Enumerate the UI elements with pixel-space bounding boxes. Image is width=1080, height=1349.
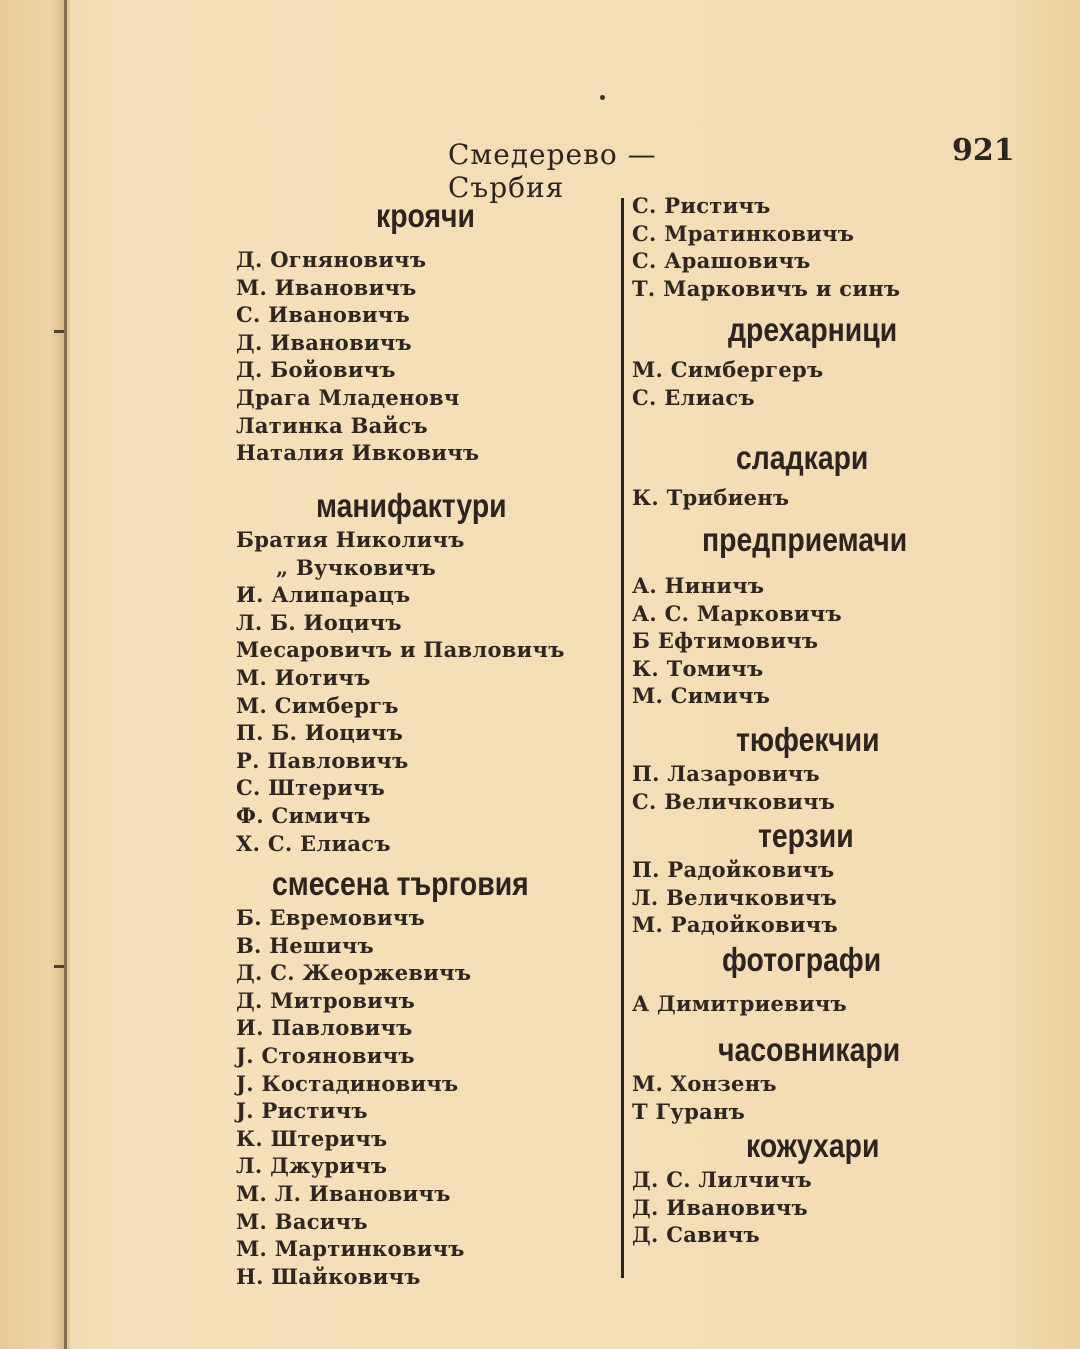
list-entry: Д. Ивановичъ xyxy=(632,1194,808,1220)
list-entry: Х. С. Елиасъ xyxy=(236,830,391,856)
list-entry: М. Хонзенъ xyxy=(632,1071,777,1096)
section-heading: фотографи xyxy=(722,941,882,978)
list-entry: И. Павловичъ xyxy=(236,1015,413,1041)
list-entry: Л. Величковичъ xyxy=(632,884,838,910)
section-kroyachi xyxy=(236,196,596,486)
ink-speck xyxy=(600,95,605,100)
list-entry: К. Штеричъ xyxy=(236,1125,388,1151)
list-entry: Д. Ивановичъ xyxy=(236,329,412,355)
list-entry: А. Ниничъ xyxy=(632,573,765,598)
list-entry: М. Иотичъ xyxy=(236,664,371,690)
right-column xyxy=(632,192,962,1249)
list-entry: В. Нешичъ xyxy=(236,932,374,958)
list-entry: Л. Б. Иоцичъ xyxy=(236,609,402,635)
column-divider xyxy=(621,198,624,1278)
list-entry: П. Лазаровичъ xyxy=(632,761,820,786)
list-entry: И. Алипарацъ xyxy=(236,582,411,608)
section-heading: дрехарници xyxy=(728,311,898,348)
list-entry: Латинка Вайсъ xyxy=(236,412,428,438)
section-heading: предприемачи xyxy=(702,521,908,558)
list-entry: Д. С. Лилчичъ xyxy=(632,1167,812,1192)
list-entry: Т Гуранъ xyxy=(632,1098,746,1124)
list-entry: М. Васичъ xyxy=(236,1208,368,1234)
list-entry: Ф. Симичъ xyxy=(236,802,371,828)
list-entry: Ј. Костадиновичъ xyxy=(236,1070,459,1096)
section-kozhuhari xyxy=(632,1126,962,1249)
list-entry: Ј. Ристичъ xyxy=(236,1098,368,1124)
list-entry: Т. Марковичъ и синъ xyxy=(632,275,901,301)
list-entry: Д. Митровичъ xyxy=(236,987,416,1013)
section-smesena-targovia xyxy=(236,864,596,1290)
list-entry: Братия Николичъ xyxy=(236,527,465,552)
list-entry: „ Вучковичъ xyxy=(276,554,437,580)
list-entry: М. Симбергъ xyxy=(236,692,399,718)
binding-stitch xyxy=(54,965,64,968)
section-heading: сладкари xyxy=(736,439,869,476)
list-entry: М. Симбергеръ xyxy=(632,357,824,382)
list-entry: М. Мартинковичъ xyxy=(236,1236,465,1262)
list-entry: М. Ивановичъ xyxy=(236,274,417,300)
list-entry: С. Ристичъ xyxy=(632,193,771,218)
running-header: Смедерево — Сърбия xyxy=(448,138,657,204)
list-entry: Б Ефтимовичъ xyxy=(632,628,819,654)
section-heading: часовникари xyxy=(718,1031,901,1068)
section-fotografi xyxy=(632,940,962,1030)
list-entry: М. Симичъ xyxy=(632,683,771,709)
list-entry: Д. С. Жеоржевичъ xyxy=(236,960,472,986)
list-entry: С. Мратинковичъ xyxy=(632,220,855,246)
list-entry: Р. Павловичъ xyxy=(236,747,409,773)
list-entry: А Димитриевичъ xyxy=(632,991,847,1016)
list-entry: С. Величковичъ xyxy=(632,788,836,814)
section-chasovnikari xyxy=(632,1030,962,1126)
section-heading: смесена търговия xyxy=(272,865,529,902)
page-gutter xyxy=(0,0,70,1349)
list-entry: П. Б. Иоцичъ xyxy=(236,720,404,746)
section-predpriemachi xyxy=(632,520,962,720)
list-entry: Д. Огняновичъ xyxy=(236,247,427,272)
list-entry: К. Трибиенъ xyxy=(632,485,790,510)
list-entry: Д. Савичъ xyxy=(632,1222,760,1248)
section-tyufekchii xyxy=(632,720,962,816)
binding-edge xyxy=(64,0,67,1349)
section-dreharnici xyxy=(632,310,962,438)
section-heading: кроячи xyxy=(376,197,475,234)
page-number: 921 xyxy=(952,133,1015,168)
section-continued xyxy=(632,192,962,310)
list-entry: К. Томичъ xyxy=(632,655,764,681)
list-entry: Драга Младеновч xyxy=(236,384,460,410)
list-entry: Ј. Стояновичъ xyxy=(236,1042,415,1068)
binding-stitch xyxy=(54,330,64,333)
list-entry: А. С. Марковичъ xyxy=(632,600,842,626)
list-entry: Д. Бойовичъ xyxy=(236,357,396,383)
section-heading: манифактури xyxy=(316,487,507,524)
section-terzii xyxy=(632,816,962,940)
left-column xyxy=(236,196,596,1290)
list-entry: М. Радойковичъ xyxy=(632,912,838,938)
list-entry: С. Арашовичъ xyxy=(632,248,811,274)
list-entry: Наталия Ивковичъ xyxy=(236,440,480,466)
list-entry: П. Радойковичъ xyxy=(632,857,835,882)
list-entry: Б. Евремовичъ xyxy=(236,905,426,930)
section-manifakturi xyxy=(236,486,596,864)
section-sladkari xyxy=(632,438,962,520)
list-entry: Месаровичъ и Павловичъ xyxy=(236,637,565,663)
list-entry: Л. Джуричъ xyxy=(236,1153,388,1179)
list-entry: С. Елиасъ xyxy=(632,384,755,410)
list-entry: С. Штеричъ xyxy=(236,775,386,801)
list-entry: Н. Шайковичъ xyxy=(236,1263,421,1289)
section-heading: терзии xyxy=(758,817,854,854)
list-entry: С. Ивановичъ xyxy=(236,302,410,328)
section-heading: кожухари xyxy=(746,1127,880,1164)
list-entry: М. Л. Ивановичъ xyxy=(236,1180,451,1206)
section-heading: тюфекчии xyxy=(736,721,880,758)
